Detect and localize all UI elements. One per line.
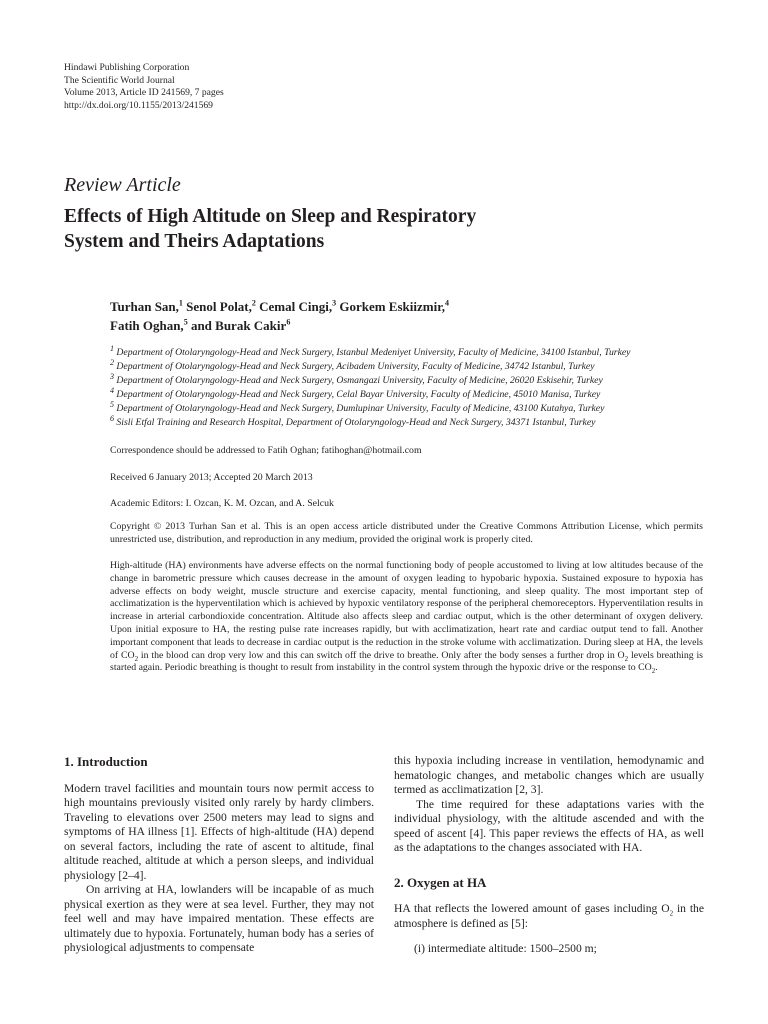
- article-type: Review Article: [64, 174, 181, 196]
- affiliation-text: Department of Otolaryngology-Head and Neck Surgery, Osmangazi University, Faculty of Medicine, 26020 Eskisehir, Turkey: [116, 375, 603, 387]
- affiliation-text: Department of Otolaryngology-Head and Neck Surgery, Istanbul Medeniyet University, Faculty of Medicine, 34100 Istanbul, Turkey: [116, 347, 631, 358]
- author-name: Senol Polat,: [182, 299, 252, 314]
- affiliation: [110, 343, 710, 360]
- title-line-1: Effects of High Altitude on Sleep and Respiratory: [64, 206, 477, 227]
- title-line-2: System and Theirs Adaptations: [64, 231, 325, 252]
- left-column: [64, 755, 374, 956]
- author-affil-marker: 1: [178, 298, 183, 308]
- intro-paragraph-1: Modern travel facilities and mountain tours now permit access to high mountains previously visited only rarely by hardy climbers. Traveling to elevations over 2500 meters may lead to signs and symptoms of HA illness [1]. Effects of high-altitude (HA) depend on several factors, including the rate of ascent to altitude, final altitude reached, altitude at which a person sleeps, and individual physiology [2–4].: [64, 781, 374, 882]
- author-name: Turhan San,: [110, 299, 179, 314]
- journal-name: The Scientific World Journal: [64, 74, 175, 86]
- author-affil-marker: 3: [332, 298, 337, 308]
- author-affil-marker: 6: [286, 317, 291, 327]
- journal-volume: Volume 2013, Article ID 241569, 7 pages: [64, 87, 224, 99]
- author-name: Cemal Cingi,: [255, 299, 333, 314]
- intro-paragraph-2: On arriving at HA, lowlanders will be incapable of as much physical exertion as they were at sea level. Further, they may not feel well and may have impaired mentation. These effects are ultimately due to hypoxia. Fortunately, human body has a series of physiological adjustments to compensate: [64, 883, 374, 954]
- affiliation: [110, 371, 710, 388]
- author-name: Gorkem Eskiizmir,: [336, 299, 446, 314]
- intro-paragraph-3: The time required for these adaptations varies with the individual physiology, with the altitude ascended and with the speed of ascent [4]. This paper reviews the effects of HA, as well as the adaptations to the changes associated with HA.: [394, 797, 704, 854]
- author-affil-marker: 5: [183, 317, 188, 327]
- abstract-text: High-altitude (HA) environments have adverse effects on the normal functioning body of people accustomed to living at low altitudes because of the change in barometric pressure which causes decrease in the amount of oxygen leading to hypobaric hypoxia. Sustained exposure to hypoxia has adverse effects on body weight, muscle structure and exercise capacity, mental functioning, and sleep quality. The most important step of acclimatization is the hyperventilation which is achieved by hypoxic ventilatory response of the peripheral chemoreceptors. Hyperventilation results in increase in arterial carbondioxide concentration. Altitude also affects sleep and cardiac output, which is the other determinant of oxygen delivery. Upon initial exposure to HA, the resting pulse rate increases rapidly, but with acclimatization, heart rate and cardiac output tend to fall. Another important component that leads to decrease in cardiac output is the reduction in the stroke volume with acclimatization. During sleep at HA, the levels of CO: [110, 560, 703, 661]
- affiliation-list: [110, 343, 710, 431]
- abstract-text: in the blood can drop very low and this can switch off the drive to breathe. Only after the body senses a further drop in O: [138, 649, 625, 661]
- subscript: 2: [624, 654, 629, 663]
- affiliation-number: 4: [110, 386, 114, 396]
- correspondence: Correspondence should be addressed to Fatih Oghan; fatihoghan@hotmail.com: [110, 445, 422, 456]
- author-affil-marker: 4: [445, 298, 450, 308]
- author-list: [110, 297, 670, 335]
- section-heading-introduction: 1. Introduction: [64, 754, 148, 769]
- abstract-text: levels breathing is started again. Periodic breathing is thought to result from instability in the control system through the hypoxic drive or the response to CO: [110, 649, 703, 674]
- author-name: and Burak Cakir: [187, 318, 287, 333]
- publisher: Hindawi Publishing Corporation: [64, 62, 190, 73]
- affiliation: [110, 357, 710, 374]
- altitude-list-item: (i) intermediate altitude: 1500–2500 m;: [414, 942, 597, 955]
- article-title: [64, 204, 624, 254]
- affiliation-number: 2: [110, 357, 114, 367]
- paragraph-text: in the atmosphere is defined as [5]:: [394, 902, 705, 930]
- subscript: 2: [134, 654, 139, 663]
- paragraph-text: HA that reflects the lowered amount of gases including O: [394, 902, 670, 915]
- affiliation-number: 6: [110, 414, 114, 424]
- section-heading-oxygen: 2. Oxygen at HA: [394, 874, 487, 890]
- authors-line-2: [110, 316, 670, 335]
- affiliation-text: Department of Otolaryngology-Head and Neck Surgery, Celal Bayar University, Faculty of Medicine, 45010 Manisa, Turkey: [116, 389, 601, 401]
- copyright-notice: Copyright © 2013 Turhan San et al. This is an open access article distributed under the Creative Commons Attribution License, which permits unrestricted use, distribution, and reproduction in any medium, provided the original work is properly cited.: [110, 521, 703, 545]
- affiliation: [110, 416, 710, 430]
- affiliation-number: 5: [110, 400, 114, 410]
- abstract: [110, 560, 703, 675]
- author-affil-marker: 2: [251, 298, 256, 308]
- affiliation-text: Department of Otolaryngology-Head and Neck Surgery, Dumlupinar University, Faculty of Medicine, 43100 Kutahya, Turkey: [116, 403, 605, 415]
- academic-editors: Academic Editors: I. Ozcan, K. M. Ozcan, and A. Selcuk: [110, 498, 334, 509]
- abstract-text: .: [655, 662, 658, 674]
- subscript: 2: [651, 667, 656, 676]
- subscript: 2: [669, 909, 674, 918]
- received-date: Received 6 January 2013; Accepted 20 March 2013: [110, 472, 313, 483]
- intro-paragraph-2-continued: this hypoxia including increase in ventilation, hemodynamic and hematologic changes, and metabolic changes which are usually termed as acclimatization [2, 3].: [394, 754, 704, 796]
- doi-link[interactable]: http://dx.doi.org/10.1155/2013/241569: [64, 99, 213, 111]
- affiliation-number: 1: [110, 343, 114, 353]
- affiliation: [110, 388, 710, 402]
- affiliation-number: 3: [110, 371, 114, 381]
- journal-header: [64, 62, 224, 112]
- affiliation: [110, 402, 710, 416]
- author-name: Fatih Oghan,: [110, 318, 184, 333]
- affiliation-text: Sisli Etfal Training and Research Hospital, Department of Otolaryngology-Head and Neck Surgery, 34371 Istanbul, Turkey: [116, 417, 596, 429]
- right-column: [394, 754, 704, 957]
- affiliation-text: Department of Otolaryngology-Head and Neck Surgery, Acibadem University, Faculty of Medicine, 34742 Istanbul, Turkey: [116, 361, 595, 373]
- authors-line-1: [110, 297, 670, 316]
- oxygen-paragraph-1: [394, 902, 704, 931]
